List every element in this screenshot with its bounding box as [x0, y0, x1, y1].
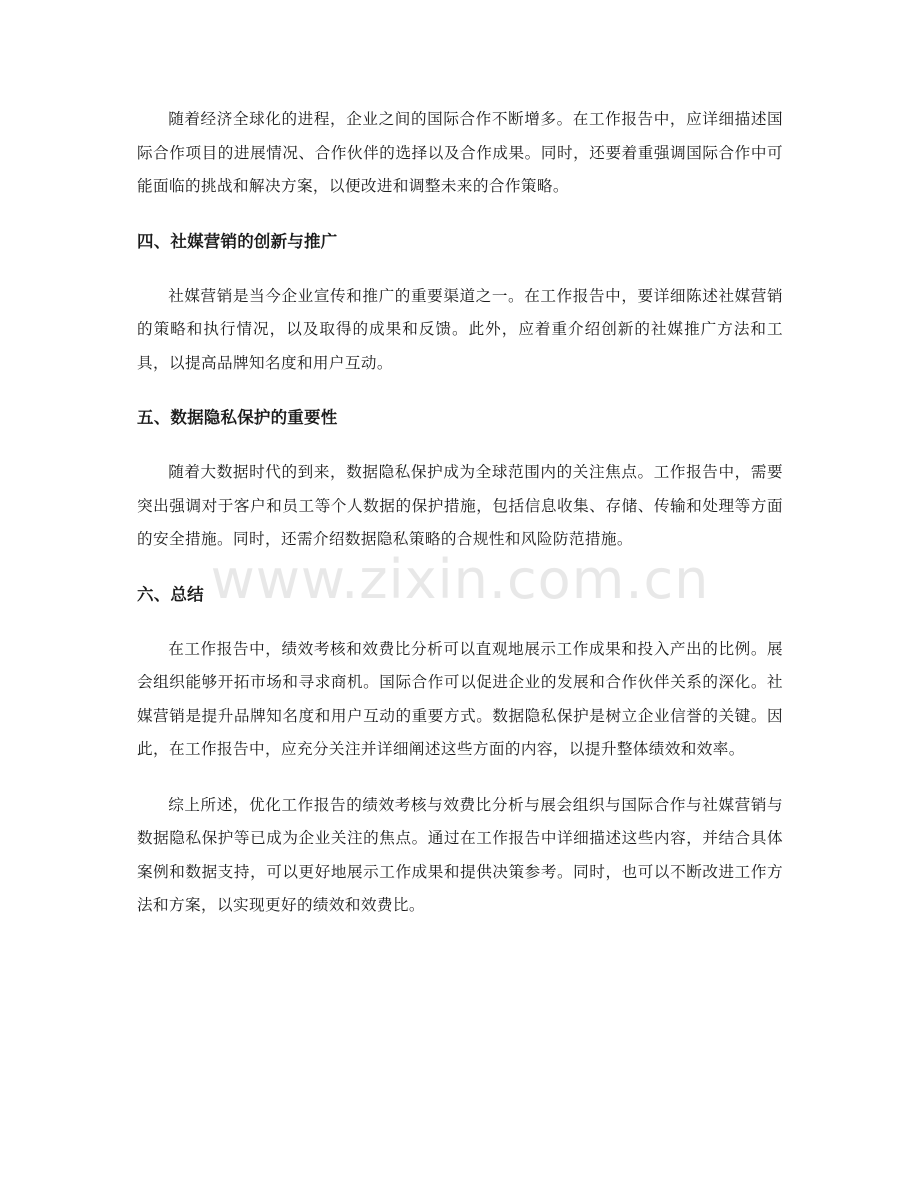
paragraph-international-cooperation: 随着经济全球化的进程，企业之间的国际合作不断增多。在工作报告中，应详细描述国际合作项目的进展情况、合作伙伴的选择以及合作成果。同时，还要着重强调国际合作中可能面临的挑战和解决方案，以便改进和调整未来的合作策略。	[137, 110, 783, 195]
spacer	[137, 380, 783, 403]
section-heading-social-media: 四、社媒营销的创新与推广	[137, 231, 338, 251]
section-heading-data-privacy: 五、数据隐私保护的重要性	[137, 408, 338, 427]
spacer	[137, 610, 783, 633]
spacer	[137, 257, 783, 280]
paragraph-summary: 在工作报告中，绩效考核和效费比分析可以直观地展示工作成果和投入产出的比例。展会组织能够开拓市场和寻求商机。国际合作可以促进企业的发展和合作伙伴关系的深化。社媒营销是提升品牌知名度和用户互动的重要方式。数据隐私保护是树立企业信誉的关键。因此，在工作报告中，应充分关注并详细阐述这些方面的内容，以提升整体绩效和效率。	[137, 639, 783, 758]
section-heading-summary: 六、总结	[137, 584, 204, 604]
spacer	[137, 557, 783, 580]
watermark-text: www.zixin.com.cn	[210, 548, 710, 611]
document-body	[137, 103, 783, 923]
spacer	[137, 433, 783, 456]
spacer	[137, 767, 783, 789]
spacer	[137, 204, 783, 227]
paragraph-social-media: 社媒营销是当今企业宣传和推广的重要渠道之一。在工作报告中，要详细陈述社媒营销的策略和执行情况，以及取得的成果和反馈。此外，应着重介绍创新的社媒推广方法和工具，以提高品牌知名度和用户互动。	[137, 286, 783, 372]
paragraph-conclusion: 综上所述，优化工作报告的绩效考核与效费比分析与展会组织与国际合作与社媒营销与数据隐私保护等已成为企业关注的焦点。通过在工作报告中详细描述这些内容，并结合具体案例和数据支持，可以更好地展示工作成果和提供决策参考。同时，也可以不断改进工作方法和方案，以实现更好的绩效和效费比。	[137, 795, 783, 914]
paragraph-data-privacy: 随着大数据时代的到来，数据隐私保护成为全球范围内的关注焦点。工作报告中，需要突出强调对于客户和员工等个人数据的保护措施，包括信息收集、存储、传输和处理等方面的安全措施。同时，还需介绍数据隐私策略的合规性和风险防范措施。	[137, 463, 783, 548]
